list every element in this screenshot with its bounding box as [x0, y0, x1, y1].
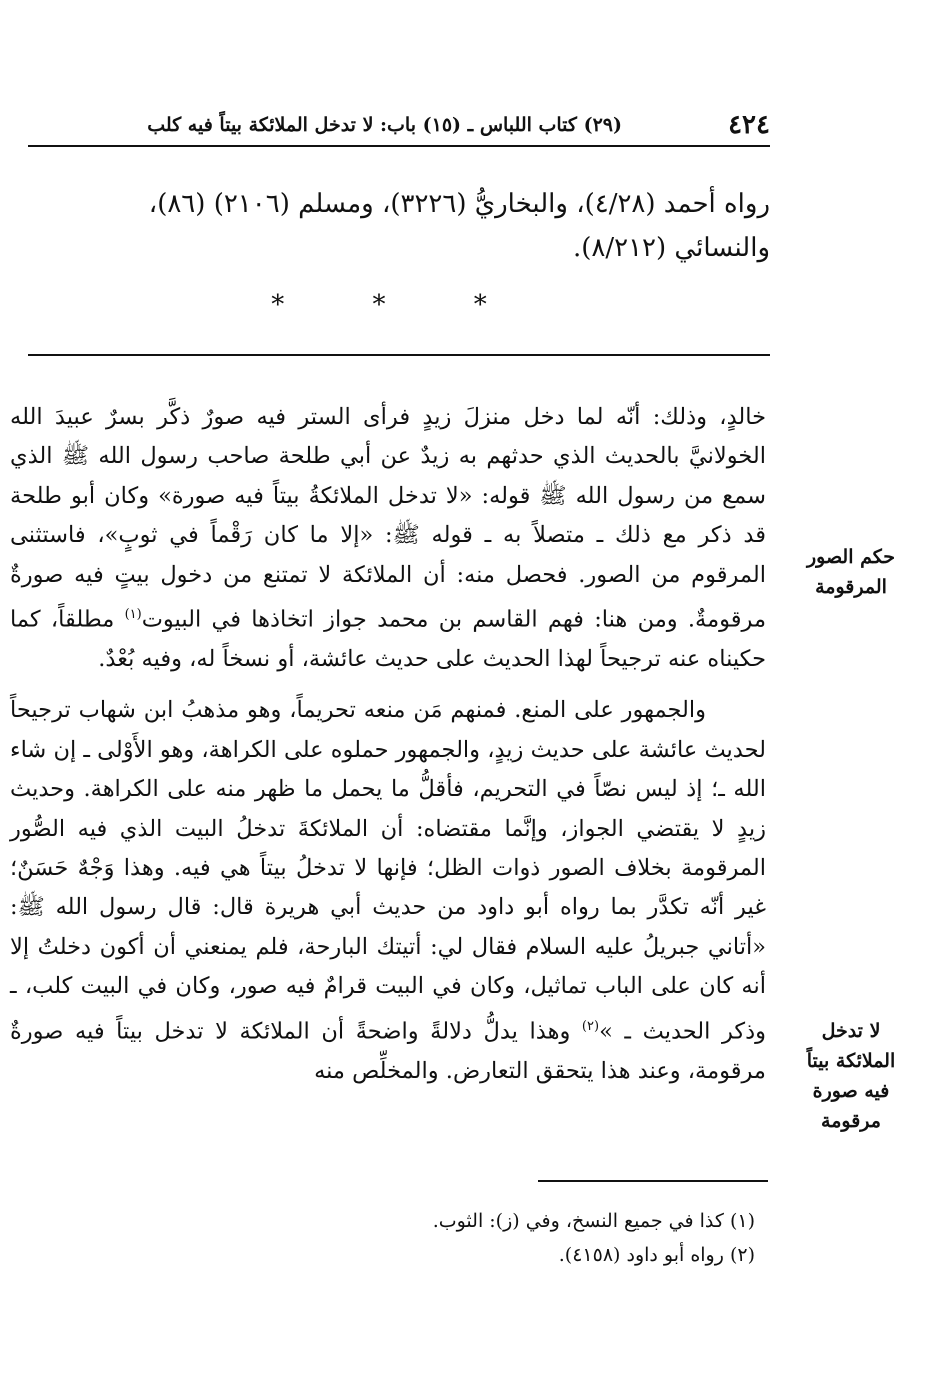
citation-line-2: والنسائي (٨/٢١٢).	[572, 233, 770, 263]
citation-line-1: رواه أحمد (٤/٢٨)، والبخاريُّ (٣٢٢٦)، ومسلم (٢١٠٦) (٨٦)،	[148, 189, 770, 219]
page-number: ٤٢٤	[728, 110, 770, 140]
citation-block	[28, 182, 770, 270]
footnote-ref-2[interactable]: (٢)	[581, 1018, 600, 1034]
commentary-body	[10, 398, 766, 1091]
page-header	[28, 108, 770, 144]
margin-note-marked-images	[777, 542, 925, 602]
section-rule	[28, 354, 770, 356]
paragraph-1	[10, 398, 766, 679]
running-title: (٢٩) كتاب اللباس ـ (١٥) باب: لا تدخل الملائكة بيتاً فيه كلب	[147, 114, 622, 136]
section-separator-stars: * * *	[271, 290, 527, 320]
paragraph-2	[10, 691, 766, 1091]
paragraph-1-text-cont: مطلقاً، كما حكيناه عنه ترجيحاً لهذا الحديث على حديث عائشة، أو نسخاً له، وفيه بُعْدٌ.	[10, 606, 766, 672]
margin-note-line: المرقومة	[815, 576, 887, 598]
paragraph-2-text: والجمهور على المنع. فمنهم مَن منعه تحريماً، وهو مذهبُ ابن شهاب ترجيحاً لحديث عائشة على حديث زيدٍ، والجمهور حملوه على الكراهة، وهو الأَوْلى ـ إن شاء الله ـ؛ إذ ليس نصّاً في التحريم، فأقلُّ ما يحمل ما ظهر منه على الكراهة. وحديث زيدٍ لا يقتضي الجواز، وإنَّما مقتضاه: أن الملائكةَ تدخلُ البيت الذي فيه الصُّور المرقومة بخلاف الصور ذوات الظل؛ فإنها لا تدخلُ بيتاً هي فيه. وهذا وَجْهٌ حَسَنٌ؛ غير أنّه تكدَّر بما رواه أبو داود من حديث أبي هريرة قال: قال رسول الله ﷺ: «أتاني جبريلُ عليه السلام فقال لي: أتيتك البارحة، فلم يمنعني أن أكون دخلتُ إلا أنه كان على الباب تماثيل، وكان في البيت قرامٌ فيه صور، وكان في البيت كلب، ـ وذكر الحديث ـ »	[10, 697, 767, 1045]
header-rule	[28, 145, 770, 147]
margin-note-line: حكم الصور	[806, 546, 896, 568]
margin-note-angels-house	[777, 1016, 925, 1136]
margin-note-line: فيه صورة	[812, 1080, 890, 1102]
margin-note-line: لا تدخل	[821, 1020, 881, 1042]
paragraph-1-text: خالدٍ، وذلك: أنّه لما دخل منزلَ زيدٍ فرأى الستر فيه صورٌ ذكَّر بسرٌ عبيدَ الله الخولانيَّ بالحديث الذي حدثهم به زيدٌ عن أبي طلحة صاحب رسول الله ﷺ الذي سمع من رسول الله ﷺ قوله: «لا تدخل الملائكةُ بيتاً فيه صورة» وكان أبو طلحة قد ذكر مع ذلك ـ متصلاً به ـ قوله ﷺ: «إلا ما كان رَقْماً في ثوبٍ»، فاستثنى المرقوم من الصور. فحصل منه: أن الملائكة لا تمتنع من دخول بيتٍ فيه صورةٌ مرقومةٌ. ومن هنا: فهم القاسم بن محمد جواز اتخاذها في البيوت	[10, 404, 766, 633]
footnote-2: (٢) رواه أبو داود (٤١٥٨).	[558, 1244, 755, 1266]
footnote-ref-1[interactable]: (١)	[124, 607, 142, 623]
footnotes	[433, 1204, 755, 1272]
footnote-rule	[538, 1180, 768, 1182]
paragraph-2-text-cont: وهذا يدلُّ دلالةً واضحةً أن الملائكة لا تدخل بيتاً فيه صورةٌ مرقومة، وعند هذا يتحقق التعارض. والمخلِّص منه	[10, 1018, 766, 1084]
margin-note-line: مرقومة	[821, 1110, 881, 1132]
margin-note-line: الملائكة بيتاً	[806, 1050, 896, 1072]
footnote-1: (١) كذا في جميع النسخ، وفي (ز): الثوب.	[432, 1210, 755, 1232]
